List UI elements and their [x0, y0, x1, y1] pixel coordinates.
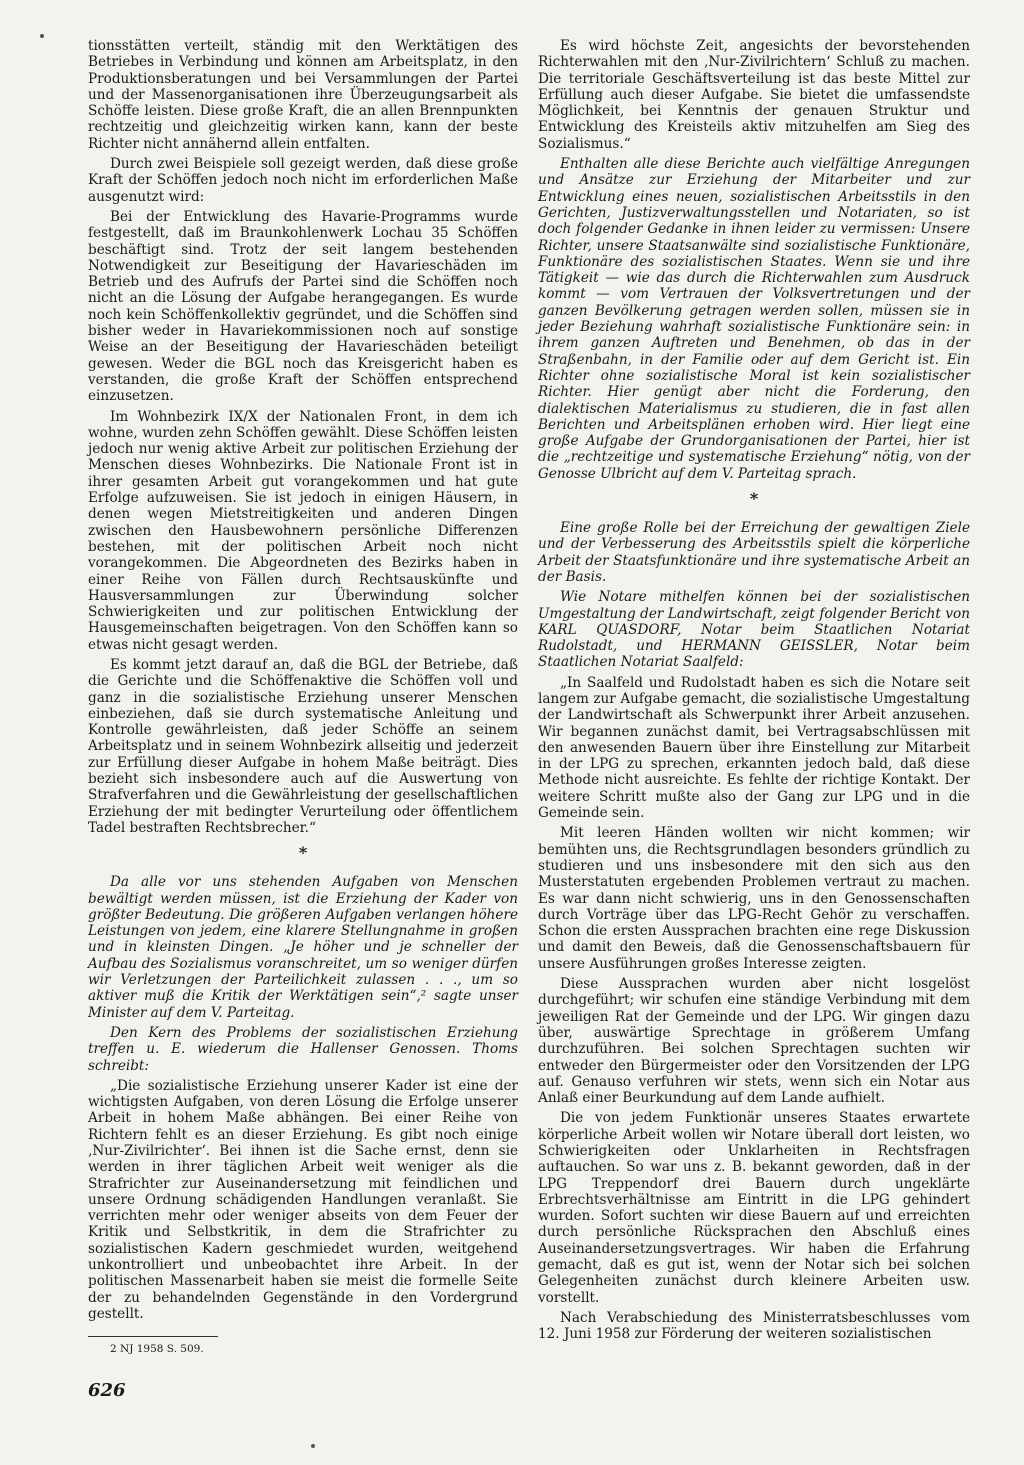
quote-paragraph: „Die sozialistische Erziehung unserer Kader ist eine der wichtigsten Aufgaben, von deren Lösung die Erfolge unserer Arbeit in hohem Maße abhängen. Bei einer Reihe von Richtern fehlt es an dieser Erziehung. Es gibt noch einige ‚Nur-Zivilrichter‘. Bei ihnen ist die Sache ernst, denn sie werden in ihrer täglichen Arbeit weit weniger als die Strafrichter zur Auseinandersetzung mit feindlichen und unsere Ordnung schädigenden Handlungen veranlaßt. Sie verrichten mehr oder weniger abseits von dem Feuer der Kritik und Selbstkritik, in dem die Strafrichter zu sozialistischen Kadern geschmiedet wurden, weitgehend unkontrolliert und unbeobachtet ihre Arbeit. In der politischen Massenarbeit haben sie meist die formelle Seite der zu behandelnden Gegenstände in den Vordergrund gestellt. [88, 1077, 518, 1322]
quote-paragraph: „In Saalfeld und Rudolstadt haben es sich die Notare seit langem zur Aufgabe gemacht, die sozialistische Umgestaltung der Landwirtschaft als Schwerpunkt ihrer Arbeit anzusehen. Wir begannen zunächst damit, bei Vertragsabschlüssen mit den anwesenden Bauern über ihre Einstellung zur Mitarbeit in der LPG zu sprechen, erkannten jedoch bald, daß diese Methode nicht ausreichte. Es fehlte der richtige Kontakt. Der weitere Schritt mußte also der Gang zur LPG und in die Gemeinde sein. [538, 674, 970, 822]
italic-paragraph: Wie Notare mithelfen können bei der sozialistischen Umgestaltung der Landwirtschaft, zeigt folgender Bericht von KARL QUASDORF, Notar beim Staatlichen Notariat Rudolstadt, und HERMANN GEISSLER, Notar beim Staatlichen Notariat Saalfeld: [538, 589, 970, 671]
italic-paragraph: Da alle vor uns stehenden Aufgaben von Menschen bewältigt werden müssen, ist die Erziehung der Kader von größter Bedeutung. Die größeren Aufgaben verlangen höhere Leistungen von jedem, eine klarere Stellungnahme in großen und in kleinsten Dingen. „Je höher und je schneller der Aufbau des Sozialismus voranschreitet, um so weniger dürfen wir Verletzungen der Parteilichkeit zulassen . . ., um so aktiver muß die Kritik der Werktätigen sein“,² sagte unser Minister auf dem V. Parteitag. [88, 874, 518, 1021]
section-separator: * [298, 843, 308, 863]
page-number: 626 [88, 1380, 126, 1401]
italic-paragraph: Den Kern des Problems der sozialistischen Erziehung treffen u. E. wiederum die Hallenser Genossen. Thoms schreibt: [88, 1024, 518, 1074]
paragraph: Es kommt jetzt darauf an, daß die BGL der Betriebe, daß die Gerichte und die Schöffenaktive die Schöffen voll und ganz in die sozialistische Erziehung unserer Menschen einbeziehen, daß sie durch systematische Anleitung und Kontrolle gewährleisten, daß jeder Schöffe an seinem Arbeitsplatz und in seinem Wohnbezirk allseitig und jederzeit zur Erfüllung dieser Aufgabe in hohem Maße beiträgt. Dies bezieht sich insbesondere auch auf die Auswertung von Strafverfahren und die Gewährleistung der gesellschaftlichen Erziehung der mit bedingter Verurteilung oder öffentlichem Tadel bestraften Rechtsbrecher.“ [88, 656, 518, 836]
paragraph: Im Wohnbezirk IX/X der Nationalen Front, in dem ich wohne, wurden zehn Schöffen gewählt. Diese Schöffen leisten jedoch nur wenig aktive Arbeit zur politischen Erziehung der Menschen dieses Wohnbezirks. Die Nationale Front ist in ihrer gesamten Arbeit gut vorangekommen und hat gute Erfolge aufzuweisen. Sie ist jedoch in einigen Häusern, in denen wegen Mietstreitigkeiten und anderen Dingen zwischen den Hausbewohnern persönliche Differenzen bestehen, mit der politischen Arbeit noch nicht vorangekommen. Die Abgeordneten des Bezirks haben in einer Reihe von Fällen durch Rechtsauskünfte und Hausversammlungen zur Überwindung solcher Schwierigkeiten und zur politischen Entwicklung der Hausgemeinschaften beigetragen. Von den Schöffen kann so etwas nicht gesagt werden. [88, 408, 518, 653]
paragraph: Mit leeren Händen wollten wir nicht kommen; wir bemühten uns, die Rechtsgrundlagen besonders gründlich zu studieren und uns insbesondere mit den sich aus den Musterstatuten ergebenden Problemen vertraut zu machen. Es war dann nicht schwierig, uns in den Genossenschaften durch Vorträge über das LPG-Recht Gehör zu verschaffen. Schon die ersten Aussprachen brachten eine rege Diskussion und damit den Beweis, daß die Genossenschaftsbauern für unsere Ausführungen großes Interesse zeigten. [538, 825, 970, 972]
ink-dot [40, 34, 44, 38]
section-separator: * [749, 489, 759, 509]
paragraph: Es wird höchste Zeit, angesichts der bevorstehenden Richterwahlen mit den ‚Nur-Zivilrichtern‘ Schluß zu machen. Die territoriale Geschäftsverteilung ist das beste Mittel zur Erfüllung auch dieser Aufgabe. Sie bietet die umfassendste Möglichkeit, bei Kenntnis der genauen Struktur und Entwicklung des Kreisteils aktiv mitzuhelfen am Sieg des Sozialismus.“ [538, 38, 970, 152]
paragraph: Bei der Entwicklung des Havarie-Programms wurde festgestellt, daß im Braunkohlenwerk Lochau 35 Schöffen beschäftigt sind. Trotz der seit langem bestehenden Notwendigkeit zur Beseitigung der Havarieschäden im Betrieb und des Aufrufs der Partei sind die Schöffen noch nicht an die Lösung der Aufgabe herangegangen. Es wurde noch kein Schöffenkollektiv gegründet, und die Schöffen sind bisher weder in Havariekommissionen noch auf sonstige Weise an der Beseitigung der Havarieschäden beteiligt gewesen. Weder die BGL noch das Kreisgericht haben es verstanden, die große Kraft der Schöffen entsprechend einzusetzen. [88, 208, 518, 405]
footnote: 2 NJ 1958 S. 509. [110, 1343, 204, 1356]
paragraph: tionsstätten verteilt, ständig mit den Werktätigen des Betriebes in Verbindung und können am Arbeitsplatz, in den Produktionsberatungen und bei Versammlungen der Partei und der Massenorganisationen ihre Überzeugungsarbeit als Schöffe leisten. Diese große Kraft, die an allen Brennpunkten rechtzeitig und gleichzeitig wirken kann, kann der beste Richter nicht annähernd allein entfalten. [88, 38, 518, 152]
right-column [538, 38, 970, 1347]
italic-paragraph: Eine große Rolle bei der Erreichung der gewaltigen Ziele und der Verbesserung des Arbeitsstils spielt die körperliche Arbeit der Staatsfunktionäre und ihre systematische Arbeit an der Basis. [538, 520, 970, 585]
left-column [88, 38, 518, 1360]
paragraph: Diese Aussprachen wurden aber nicht losgelöst durchgeführt; wir schufen eine ständige Verbindung mit dem jeweiligen Rat der Gemeinde und der LPG. Wir gingen dazu über, auswärtige Sprechtage in größerem Umfang durchzuführen. Bei solchen Sprechtagen suchten wir entweder den Bürgermeister oder den Vorsitzenden der LPG auf. Genauso verfuhren wir stets, wenn sich ein Notar aus Anlaß einer Beurkundung auf dem Lande aufhielt. [538, 976, 970, 1107]
italic-paragraph: Enthalten alle diese Berichte auch vielfältige Anregungen und Ansätze zur Erziehung der Mitarbeiter und zur Entwicklung eines neuen, sozialistischen Arbeitsstils in den Gerichten, Justizverwaltungsstellen und Notariaten, so ist doch folgender Gedanke in ihnen leider zu vermissen: Unsere Richter, unsere Staatsanwälte sind sozialistische Funktionäre, Funktionäre des sozialistischen Staates. Wenn sie und ihre Tätigkeit — wie das durch die Richterwahlen zum Ausdruck kommt — vom Vertrauen der Volksvertretungen und der ganzen Bevölkerung getragen werden sollen, müssen sie in jeder Beziehung wahrhaft sozialistische Funktionäre sein: in ihrem ganzen Auftreten und Benehmen, ob das in der Straßenbahn, in der Familie oder auf dem Gericht ist. Ein Richter ohne sozialistische Moral ist kein sozialistischer Richter. Hier genügt aber nicht die Forderung, den dialektischen Materialismus zu studieren, die in fast allen Berichten und Arbeitsplänen erhoben wird. Hier liegt eine große Aufgabe der Grundorganisationen der Partei, hier ist die „rechtzeitige und systematische Erziehung“ nötig, von der Genosse Ulbricht auf dem V. Parteitag sprach. [538, 156, 970, 482]
paragraph: Nach Verabschiedung des Ministerratsbeschlusses vom 12. Juni 1958 zur Förderung der weiteren sozialistischen [538, 1309, 970, 1343]
paragraph: Durch zwei Beispiele soll gezeigt werden, daß diese große Kraft der Schöffen jedoch noch nicht im erforderlichen Maße ausgenutzt wird: [88, 156, 518, 205]
footnote-rule [88, 1336, 218, 1337]
paragraph: Die von jedem Funktionär unseres Staates erwartete körperliche Arbeit wollen wir Notare überall dort leisten, wo Schwierigkeiten oder Unklarheiten in Rechtsfragen auftauchen. So war uns z. B. bekannt geworden, daß in der LPG Treppendorf drei Bauern durch ungeklärte Erbrechtsverhältnisse am Eintritt in die LPG gehindert wurden. Sofort suchten wir diese Bauern auf und erreichten durch persönliche Rücksprachen den Abschluß eines Auseinandersetzungsvertrages. Wir haben die Erfahrung gemacht, daß es gut ist, wenn der Notar sich bei solchen Gelegenheiten zunächst durch kleinere Arbeiten usw. vorstellt. [538, 1110, 970, 1306]
ink-dot [311, 1444, 315, 1448]
